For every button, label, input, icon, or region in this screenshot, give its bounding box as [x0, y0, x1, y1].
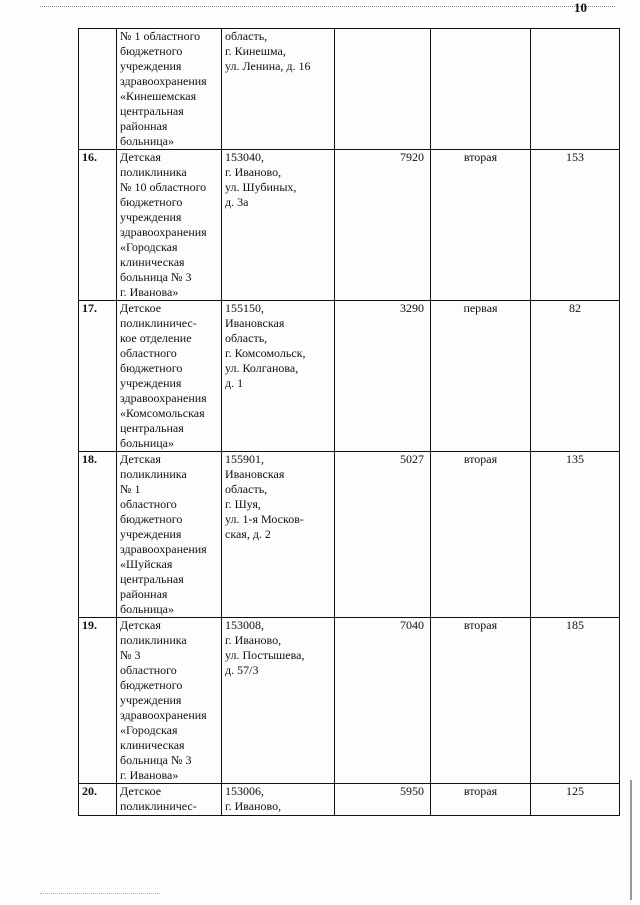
clinics-table [78, 28, 620, 816]
table-row [79, 452, 620, 618]
facility-address: 153006, г. Иваново, [222, 784, 335, 816]
facility-name: Детское поликлиничес- кое отделение областного бюджетного учреждения здравоохранения «Комсомольская центральная больница» [117, 301, 222, 452]
facility-area: 5950 [335, 784, 431, 816]
scan-top-edge [40, 6, 615, 7]
facility-area: 7920 [335, 150, 431, 301]
table-row [79, 784, 620, 816]
table-row [79, 29, 620, 150]
row-number: 16. [79, 150, 117, 301]
facility-category [431, 29, 531, 150]
row-number: 17. [79, 301, 117, 452]
facility-visits: 135 [531, 452, 620, 618]
facility-category: вторая [431, 150, 531, 301]
facility-name: № 1 областного бюджетного учреждения здравоохранения «Кинешемская центральная районная больница» [117, 29, 222, 150]
row-number: 19. [79, 618, 117, 784]
table-row [79, 301, 620, 452]
facility-visits: 185 [531, 618, 620, 784]
facility-address: 155150, Ивановская область, г. Комсомольск, ул. Колганова, д. 1 [222, 301, 335, 452]
facility-area [335, 29, 431, 150]
facility-name: Детская поликлиника № 10 областного бюджетного учреждения здравоохранения «Городская клиническая больница № 3 г. Иванова» [117, 150, 222, 301]
table-row [79, 150, 620, 301]
facility-address: 153008, г. Иваново, ул. Постышева, д. 57/3 [222, 618, 335, 784]
facility-name: Детская поликлиника № 3 областного бюджетного учреждения здравоохранения «Городская клиническая больница № 3 г. Иванова» [117, 618, 222, 784]
page-number: 10 [574, 0, 587, 15]
facility-name: Детское поликлиничес- [117, 784, 222, 816]
facility-area: 3290 [335, 301, 431, 452]
scan-bottom-marks [40, 893, 160, 894]
facility-visits [531, 29, 620, 150]
scan-side-edge [630, 780, 632, 900]
facility-category: первая [431, 301, 531, 452]
facility-category: вторая [431, 618, 531, 784]
facility-area: 7040 [335, 618, 431, 784]
facility-area: 5027 [335, 452, 431, 618]
facility-category: вторая [431, 784, 531, 816]
facility-visits: 125 [531, 784, 620, 816]
table-row [79, 618, 620, 784]
facility-name: Детская поликлиника № 1 областного бюджетного учреждения здравоохранения «Шуйская центральная районная больница» [117, 452, 222, 618]
facility-visits: 82 [531, 301, 620, 452]
facility-address: 153040, г. Иваново, ул. Шубиных, д. 3а [222, 150, 335, 301]
facility-address: область, г. Кинешма, ул. Ленина, д. 16 [222, 29, 335, 150]
row-number: 20. [79, 784, 117, 816]
row-number: 18. [79, 452, 117, 618]
facility-category: вторая [431, 452, 531, 618]
row-number [79, 29, 117, 150]
facility-address: 155901, Ивановская область, г. Шуя, ул. 1-я Москов- ская, д. 2 [222, 452, 335, 618]
facility-visits: 153 [531, 150, 620, 301]
